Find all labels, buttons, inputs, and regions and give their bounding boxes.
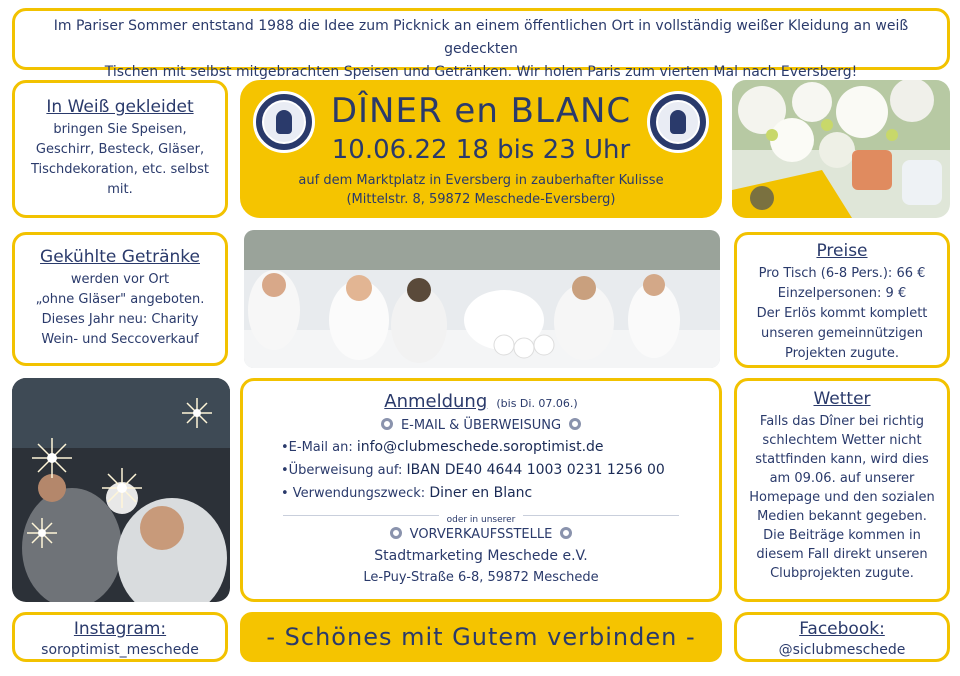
event-place-1: auf dem Marktplatz in Eversberg in zauberhafter Kulisse: [298, 173, 664, 188]
weather-line-6: Medien bekannt gegeben.: [757, 509, 927, 524]
email-label: •E-Mail an:: [281, 440, 353, 455]
weather-line-3: stattfinden kann, wird dies: [755, 452, 929, 467]
weather-heading: Wetter: [813, 389, 871, 409]
white-dress-line-1: bringen Sie Speisen,: [53, 122, 187, 137]
facebook-box: [734, 612, 950, 662]
registration-method-1: [243, 416, 719, 436]
instagram-handle[interactable]: soroptimist_meschede: [41, 642, 199, 658]
prices-line-1: Pro Tisch (6-8 Pers.): 66 €: [758, 266, 926, 281]
white-dress-line-3: Tischdekoration, etc. selbst: [30, 162, 210, 177]
prices-line-2: Einzelpersonen: 9 €: [777, 286, 907, 301]
instagram-heading: Instagram:: [73, 619, 167, 639]
registration-box: [240, 378, 722, 602]
slogan-text: - Schönes mit Gutem verbinden -: [266, 623, 696, 651]
gear-icon: [569, 418, 581, 430]
prices-line-4: unseren gemeinnützigen: [761, 326, 923, 341]
weather-box: [734, 378, 950, 602]
gear-icon: [381, 418, 393, 430]
prices-box: [734, 232, 950, 368]
drinks-line-1: werden vor Ort: [70, 272, 170, 287]
office-name: Stadtmarketing Meschede e.V.: [374, 548, 588, 564]
drinks-line-2: „ohne Gläser" angeboten.: [35, 292, 205, 307]
weather-line-8: diesem Fall direkt unseren: [756, 547, 928, 562]
weather-line-7: Die Beiträge kommen in: [763, 528, 921, 543]
flowers-photo: [732, 80, 950, 218]
weather-line-4: am 09.06. auf unserer: [769, 471, 915, 486]
slogan-box: [240, 612, 722, 662]
or-text: oder in unserer: [439, 515, 524, 525]
method-1-label: E-MAIL & ÜBERWEISUNG: [400, 418, 562, 433]
white-dress-line-4: mit.: [107, 182, 133, 197]
email-value[interactable]: info@clubmeschede.soroptimist.de: [356, 439, 604, 455]
iban-value: IBAN DE40 4644 1003 0231 1256 00: [406, 462, 665, 478]
drinks-box: [12, 232, 228, 366]
event-crowd-photo: [244, 230, 720, 368]
gear-icon: [390, 527, 402, 539]
soroptimist-seal-left: [253, 91, 315, 153]
white-dress-box: [12, 80, 228, 218]
iban-line: [243, 459, 719, 482]
prices-line-3: Der Erlös kommt komplett: [756, 306, 928, 321]
registration-heading: Anmeldung: [384, 391, 488, 412]
facebook-handle[interactable]: @siclubmeschede: [778, 642, 906, 658]
intro-box: [12, 8, 950, 80]
white-dress-line-2: Geschirr, Besteck, Gläser,: [35, 142, 205, 157]
registration-method-2: [243, 525, 719, 545]
event-title: DÎNER en BLANC: [330, 91, 632, 131]
instagram-box: [12, 612, 228, 662]
purpose-label: • Verwendungszweck:: [281, 486, 426, 501]
weather-line-1: Falls das Dîner bei richtig: [759, 414, 925, 429]
or-divider: [283, 507, 679, 523]
prices-line-5: Projekten zugute.: [784, 346, 899, 361]
weather-line-5: Homepage und den sozialen: [749, 490, 935, 505]
intro-line-2: Tischen mit selbst mitgebrachten Speisen und Getränken. Wir holen Paris zum vierten Mal nach Eversberg!: [104, 64, 858, 80]
white-dress-heading: In Weiß gekleidet: [46, 97, 194, 117]
event-title-box: [240, 80, 722, 218]
gear-icon: [560, 527, 572, 539]
intro-line-1: Im Pariser Sommer entstand 1988 die Idee zum Picknick an einem öffentlichen Ort in vollständig weißer Kleidung an weiß gedeckten: [53, 18, 909, 57]
event-place-2: (Mittelstr. 8, 59872 Meschede-Eversberg): [346, 192, 616, 207]
purpose-value: Diner en Blanc: [429, 485, 533, 501]
soroptimist-seal-right: [647, 91, 709, 153]
weather-line-9: Clubprojekten zugute.: [770, 566, 914, 581]
drinks-line-3: Dieses Jahr neu: Charity: [41, 312, 199, 327]
event-date: 10.06.22 18 bis 23 Uhr: [331, 135, 631, 165]
method-2-label: VORVERKAUFSSTELLE: [409, 527, 553, 542]
sparklers-photo: [12, 378, 230, 602]
registration-deadline: (bis Di. 07.06.): [496, 397, 578, 410]
prices-heading: Preise: [816, 241, 868, 261]
office-address: Le-Puy-Straße 6-8, 59872 Meschede: [363, 570, 599, 585]
iban-label: •Überweisung auf:: [281, 463, 403, 478]
email-line: [243, 436, 719, 459]
purpose-line: [243, 482, 719, 505]
drinks-line-4: Wein- und Seccoverkauf: [41, 332, 199, 347]
facebook-heading: Facebook:: [799, 619, 885, 639]
weather-line-2: schlechtem Wetter nicht: [762, 433, 922, 448]
drinks-heading: Gekühlte Getränke: [40, 247, 200, 267]
